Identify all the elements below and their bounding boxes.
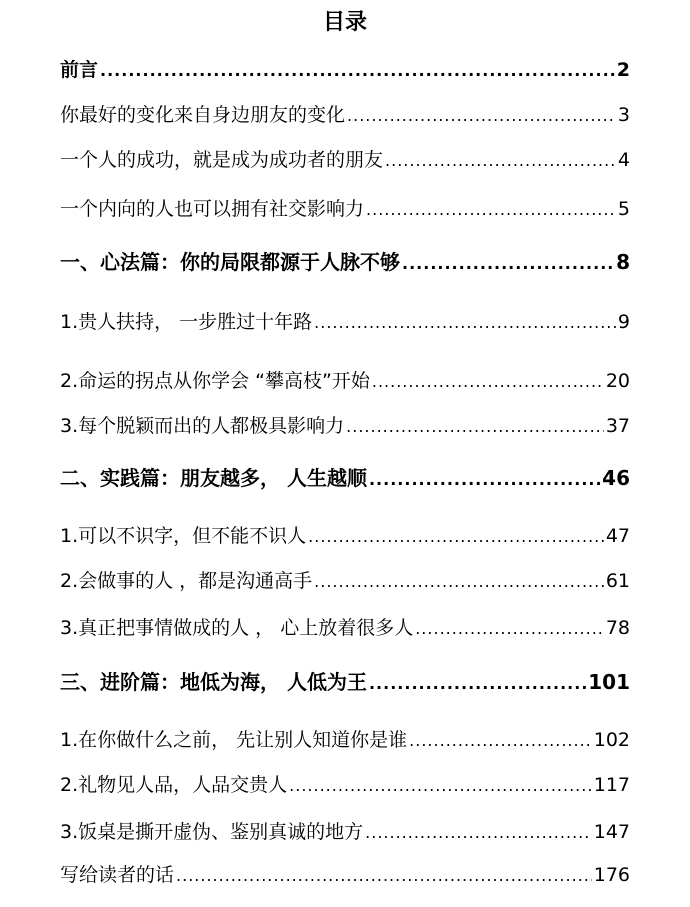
toc-entry[interactable] — [60, 771, 630, 800]
dot-leader — [176, 862, 592, 890]
toc-entry-title: 1.在你做什么之前， 先让别人知道你是谁 — [60, 729, 408, 751]
toc-entry[interactable] — [60, 248, 630, 278]
dot-leader — [372, 368, 604, 396]
toc-entry-page: 20 — [605, 370, 630, 392]
toc-entry-page: 5 — [617, 198, 630, 220]
toc-entry[interactable] — [60, 101, 630, 130]
page-title: 目录 — [322, 10, 367, 35]
toc-entry[interactable] — [60, 146, 630, 175]
toc-entry[interactable] — [60, 726, 630, 755]
toc-entry-page: 176 — [593, 864, 630, 886]
toc-entry-page: 9 — [617, 311, 630, 333]
dot-leader — [409, 727, 592, 755]
toc-entry-page: 2 — [616, 59, 630, 81]
toc-entry-page: 102 — [593, 729, 630, 751]
toc-entry[interactable] — [60, 614, 630, 643]
dot-leader — [314, 568, 604, 596]
toc-entry-page: 3 — [617, 104, 630, 126]
dot-leader — [365, 819, 592, 847]
toc-entry-page: 117 — [593, 774, 630, 796]
toc-entry[interactable] — [60, 308, 630, 337]
toc-entry-title: 二、实践篇：朋友越多， 人生越顺 — [60, 466, 367, 490]
dot-leader — [100, 57, 615, 85]
toc-entry-page: 4 — [617, 149, 630, 171]
toc-entry-title: 三、进阶篇：地低为海， 人低为王 — [60, 670, 367, 694]
toc-entry[interactable] — [60, 464, 630, 494]
toc-entry-title: 3.每个脱颖而出的人都极具影响力 — [60, 415, 345, 437]
toc-entry-page: 46 — [602, 466, 630, 490]
toc-entry-title: 3.真正把事情做成的人 ， 心上放着很多人 — [60, 617, 414, 639]
toc-entry-title: 前言 — [60, 59, 99, 81]
toc-entry-title: 一个人的成功，就是成为成功者的朋友 — [60, 149, 384, 171]
dot-leader — [308, 523, 604, 551]
toc-entry-page: 101 — [588, 670, 630, 694]
dot-leader — [402, 250, 614, 278]
toc-entry-title: 1.贵人扶持， 一步胜过十年路 — [60, 311, 313, 333]
toc-entry[interactable] — [60, 522, 630, 551]
dot-leader — [415, 615, 604, 643]
dot-leader — [369, 670, 586, 698]
dot-leader — [366, 196, 616, 224]
toc-entry-page: 37 — [605, 415, 630, 437]
toc-entry-title: 一个内向的人也可以拥有社交影响力 — [60, 198, 365, 220]
toc-entry[interactable] — [60, 567, 630, 596]
toc-entry-title: 1.可以不识字，但不能不识人 — [60, 525, 307, 547]
dot-leader — [385, 147, 616, 175]
toc-entry-page: 61 — [605, 570, 630, 592]
dot-leader — [289, 772, 592, 800]
dot-leader — [369, 466, 600, 494]
toc-entry[interactable] — [60, 56, 630, 85]
toc-entry[interactable] — [60, 668, 630, 698]
toc-entry-title: 一、心法篇：你的局限都源于人脉不够 — [60, 250, 400, 274]
toc-entry-page: 47 — [605, 525, 630, 547]
toc-entry-title: 2.会做事的人 ，都是沟通高手 — [60, 570, 313, 592]
toc-entry[interactable] — [60, 195, 630, 224]
dot-leader — [314, 309, 616, 337]
toc-entry-title: 写给读者的话 — [60, 864, 175, 886]
toc-entry-title: 2.命运的拐点从你学会 “攀高枝”开始 — [60, 370, 370, 392]
toc-entry-title: 3.饭桌是撕开虚伪、鉴别真诚的地方 — [60, 821, 364, 843]
toc-entry[interactable] — [60, 861, 630, 890]
dot-leader — [346, 413, 604, 441]
toc-entry-page: 78 — [605, 617, 630, 639]
toc-entry[interactable] — [60, 412, 630, 441]
dot-leader — [347, 102, 616, 130]
toc-entry-title: 你最好的变化来自身边朋友的变化 — [60, 104, 346, 126]
toc-entry[interactable] — [60, 367, 630, 396]
toc-entry[interactable] — [60, 818, 630, 847]
toc-entry-page: 147 — [593, 821, 630, 843]
toc-entry-title: 2.礼物见人品，人品交贵人 — [60, 774, 288, 796]
toc-entry-page: 8 — [616, 250, 630, 274]
